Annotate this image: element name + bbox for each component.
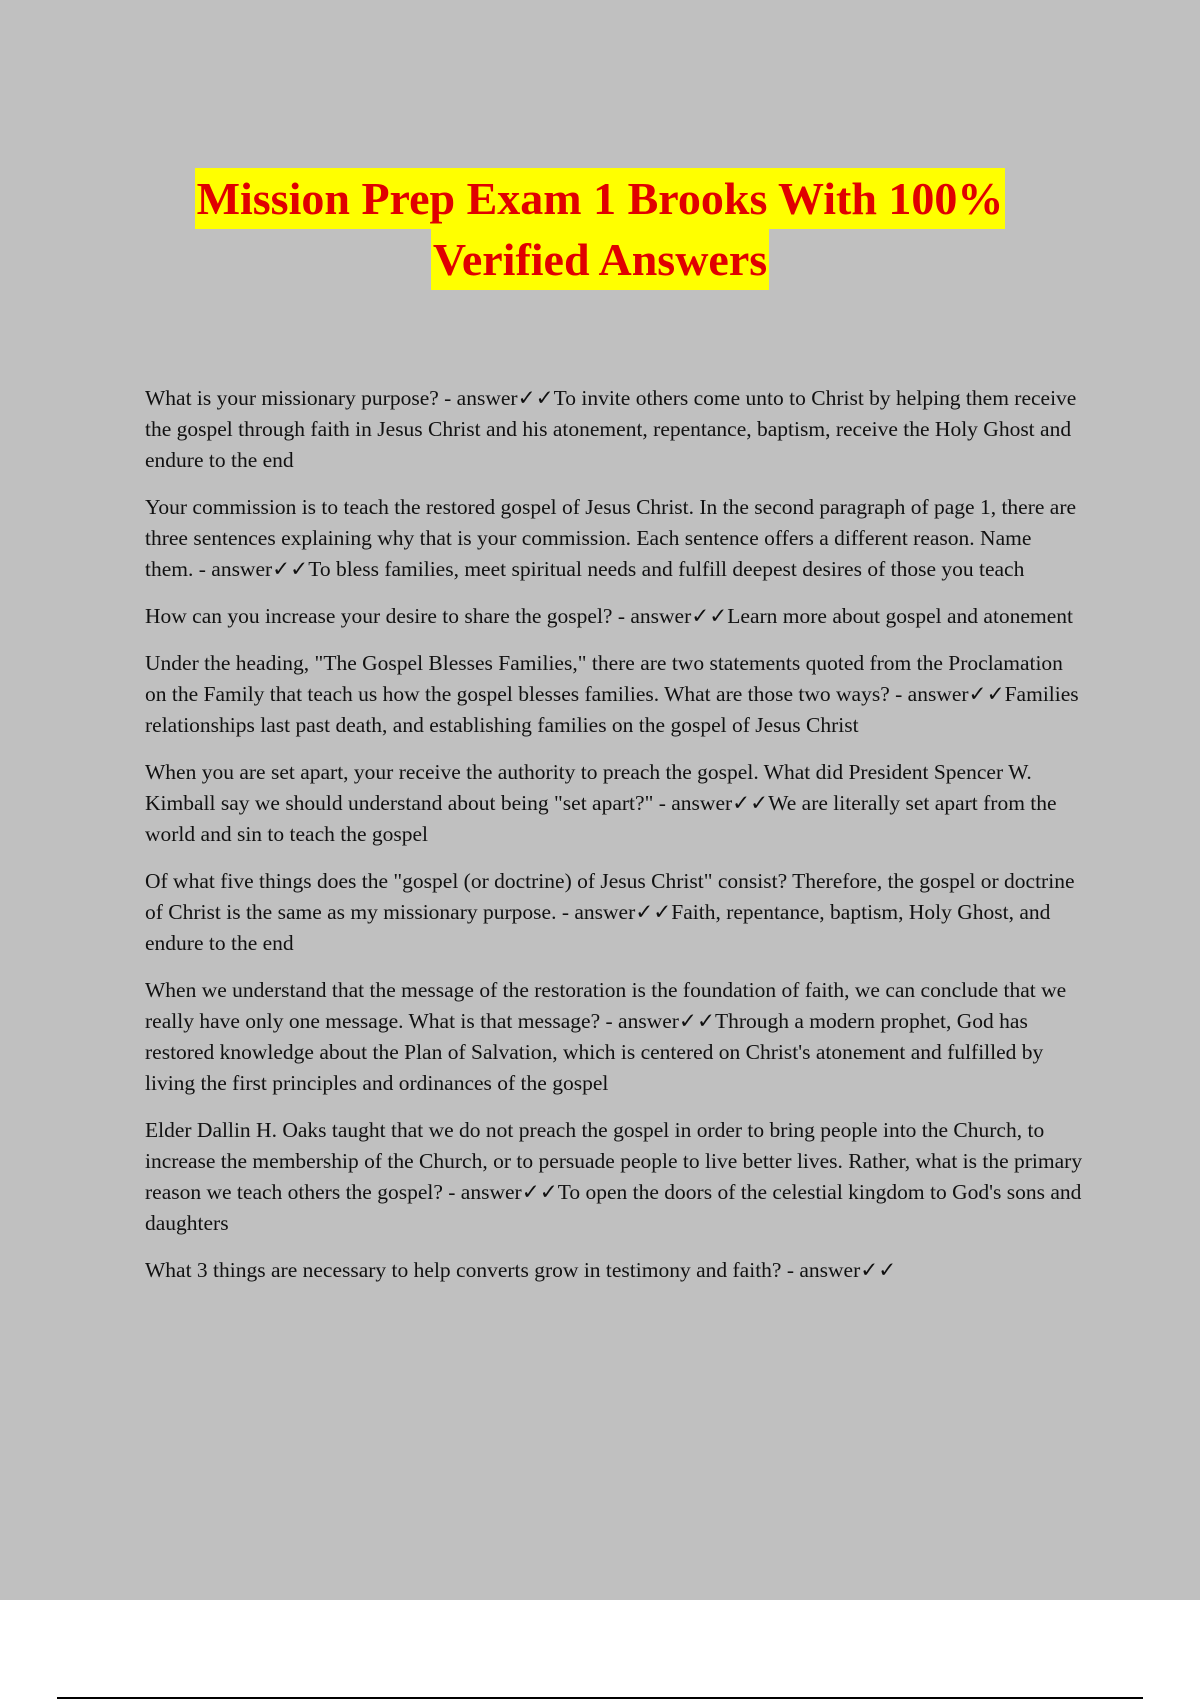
title-line-1: Mission Prep Exam 1 Brooks With 100% — [195, 168, 1006, 229]
qa-item-6: Of what five things does the "gospel (or doctrine) of Jesus Christ" consist? Therefore, the gospel or doctrine of Christ is the same as my missionary purpose. - answer✓✓Faith, repentance, baptism, Holy Ghost, and endure to the end — [145, 869, 1075, 955]
qa-item-8: Elder Dallin H. Oaks taught that we do not preach the gospel in order to bring people into the Church, to increase the membership of the Church, or to persuade people to live better lives. Rather, what is the primary reason we teach others the gospel? - answer✓✓To open the doors of the celestial kingdom to God's sons and daughters — [145, 1118, 1083, 1235]
qa-item-7: When we understand that the message of the restoration is the foundation of faith, we can conclude that we really have only one message. What is that message? - answer✓✓Through a modern prophet, God has restored knowledge about the Plan of Salvation, which is centered on Christ's atonement and fulfilled by living the first principles and ordinances of the gospel — [145, 978, 1067, 1095]
qa-item-9: What 3 things are necessary to help converts grow in testimony and faith? - answer✓✓ — [145, 1258, 897, 1282]
title-line-2: Verified Answers — [431, 229, 769, 290]
qa-item-2: Your commission is to teach the restored gospel of Jesus Christ. In the second paragraph of page 1, there are three sentences explaining why that is your commission. Each sentence offers a different reason. Name them. - answer✓✓To bless families, meet spiritual needs and fulfill deepest desires of those you teach — [145, 495, 1077, 581]
qa-item-5: When you are set apart, your receive the authority to preach the gospel. What did President Spencer W. Kimball say we should understand about being "set apart?" - answer✓✓We are literally set apart from the world and sin to teach the gospel — [145, 760, 1057, 846]
document-title — [0, 168, 1200, 290]
qa-item-3: How can you increase your desire to share the gospel? - answer✓✓Learn more about gospel and atonement — [145, 604, 1073, 628]
qa-item-4: Under the heading, "The Gospel Blesses Families," there are two statements quoted from the Proclamation on the Family that teach us how the gospel blesses families. What are those two ways? - answer✓✓Families relationships last past death, and establishing families on the gospel of Jesus Christ — [145, 651, 1079, 737]
qa-item-1: What is your missionary purpose? - answer✓✓To invite others come unto to Christ by helping them receive the gospel through faith in Jesus Christ and his atonement, repentance, baptism, receive the Holy Ghost and endure to the end — [145, 386, 1077, 472]
qa-list — [145, 383, 1085, 1302]
footer-divider — [57, 1697, 1143, 1699]
